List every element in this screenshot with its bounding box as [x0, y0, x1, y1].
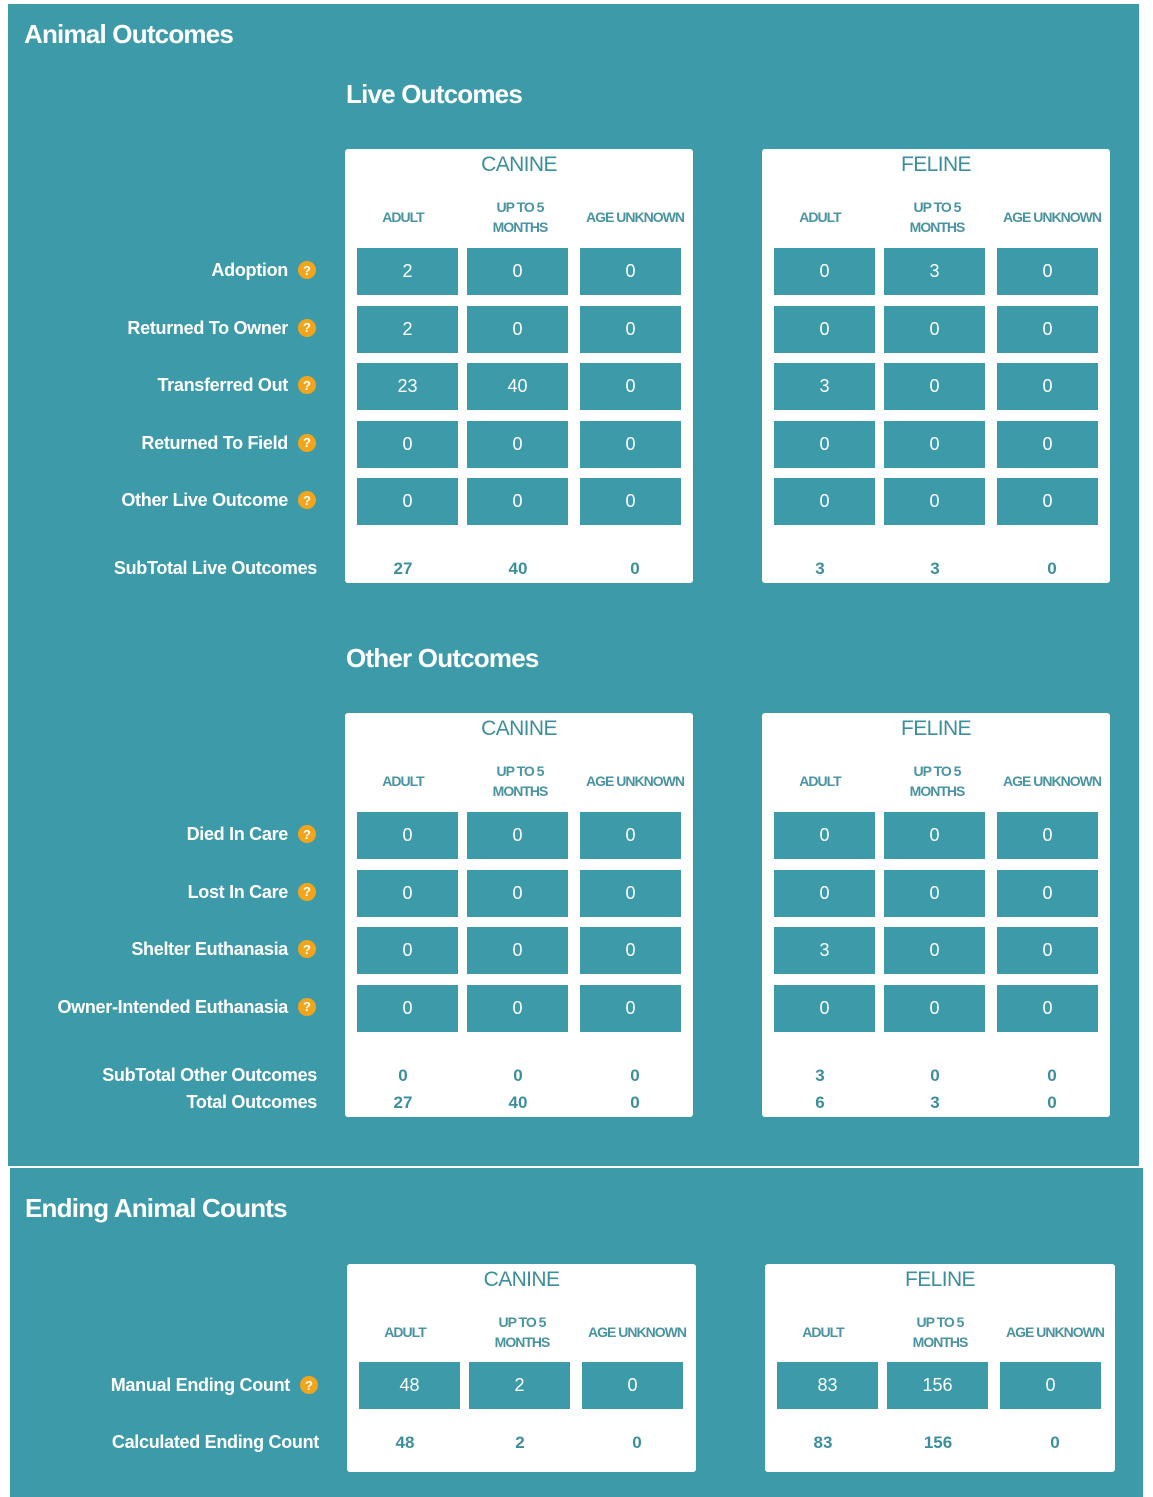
count-input[interactable]: 0	[884, 985, 985, 1032]
column-header-line: MONTHS	[912, 1334, 968, 1350]
count-input[interactable]: 3	[774, 363, 875, 410]
count-input[interactable]: 48	[359, 1362, 460, 1409]
count-input[interactable]: 0	[580, 812, 681, 859]
count-input[interactable]: 0	[357, 985, 458, 1032]
column-header-up-to-5-months	[477, 1312, 567, 1352]
column-header-up-to-5-months	[895, 1312, 985, 1352]
subtotal-value: 0	[398, 1066, 408, 1085]
feline-card	[765, 1264, 1115, 1472]
column-header-line: UP TO 5	[913, 199, 961, 215]
animal-outcomes-title: Animal Outcomes	[24, 19, 234, 49]
column-header-adult: ADULT	[802, 1324, 844, 1340]
count-input[interactable]: 0	[997, 870, 1098, 917]
count-input[interactable]: 2	[357, 248, 458, 295]
row-label-calculated-ending-count: Calculated Ending Count	[111, 1432, 319, 1452]
column-header-age-unknown: AGE UNKNOWN	[1006, 1324, 1104, 1340]
row-label-adoption: Adoption	[211, 260, 288, 280]
species-title: FELINE	[901, 153, 971, 176]
count-input[interactable]: 0	[884, 363, 985, 410]
calculated-value: 0	[1050, 1433, 1060, 1452]
subtotal-value: 0	[630, 1066, 640, 1085]
count-input[interactable]: 0	[997, 478, 1098, 525]
subtotal-value: 40	[508, 559, 528, 578]
count-input[interactable]: 0	[580, 870, 681, 917]
row-label-returned-to-field: Returned To Field	[141, 432, 288, 453]
row-label-transferred-out: Transferred Out	[157, 375, 288, 395]
help-icon[interactable]: ?	[298, 261, 316, 279]
help-icon[interactable]: ?	[298, 434, 316, 452]
count-input[interactable]: 0	[997, 363, 1098, 410]
count-input[interactable]: 0	[997, 985, 1098, 1032]
count-input[interactable]: 0	[884, 478, 985, 525]
species-title: FELINE	[901, 717, 971, 740]
row-label-returned-to-owner: Returned To Owner	[127, 317, 288, 338]
total-value: 40	[508, 1093, 528, 1112]
subtotal-value: 0	[1047, 1066, 1057, 1085]
feline-card	[762, 149, 1110, 583]
count-input[interactable]: 0	[357, 812, 458, 859]
help-icon[interactable]: ?	[300, 1376, 318, 1394]
subtotal-value: 0	[513, 1066, 523, 1085]
count-input[interactable]: 40	[467, 363, 568, 410]
count-input[interactable]: 0	[467, 248, 568, 295]
total-value: 3	[930, 1093, 940, 1112]
column-header-line: MONTHS	[492, 783, 548, 799]
canine-card	[347, 1264, 696, 1472]
subtotal-value: 0	[1047, 559, 1057, 578]
count-input[interactable]: 0	[580, 421, 681, 468]
count-input[interactable]: 2	[469, 1362, 570, 1409]
help-icon[interactable]: ?	[298, 376, 316, 394]
subtotal-value: 0	[930, 1066, 940, 1085]
column-header-line: MONTHS	[909, 219, 965, 235]
count-input[interactable]: 2	[357, 306, 458, 353]
row-label-lost-in-care: Lost In Care	[187, 881, 288, 902]
count-input[interactable]: 0	[580, 306, 681, 353]
help-icon[interactable]: ?	[298, 940, 316, 958]
total-value: 27	[393, 1093, 413, 1112]
ending-counts-title: Ending Animal Counts	[25, 1193, 287, 1223]
calculated-value: 2	[515, 1433, 525, 1452]
species-title: FELINE	[905, 1268, 975, 1291]
column-header-line: MONTHS	[494, 1334, 550, 1350]
count-input[interactable]: 0	[997, 306, 1098, 353]
count-input[interactable]: 0	[884, 870, 985, 917]
row-label-manual-ending-count: Manual Ending Count	[110, 1375, 290, 1395]
count-input[interactable]: 0	[774, 985, 875, 1032]
species-title: CANINE	[481, 153, 557, 176]
column-header-age-unknown: AGE UNKNOWN	[586, 209, 684, 225]
calculated-value: 48	[395, 1433, 415, 1452]
count-input[interactable]: 0	[1000, 1362, 1101, 1409]
count-input[interactable]: 0	[357, 927, 458, 974]
row-label-other-live-outcome: Other Live Outcome	[121, 490, 288, 510]
count-input[interactable]: 0	[467, 927, 568, 974]
count-input[interactable]: 0	[467, 985, 568, 1032]
calculated-value: 156	[923, 1433, 953, 1452]
help-icon[interactable]: ?	[298, 319, 316, 337]
count-input[interactable]: 0	[884, 306, 985, 353]
total-value: 6	[815, 1093, 825, 1112]
subtotal-value: 0	[630, 559, 640, 578]
count-input[interactable]: 0	[997, 927, 1098, 974]
feline-card	[762, 713, 1110, 1117]
column-header-line: UP TO 5	[496, 199, 544, 215]
subtotal-value: 3	[815, 1066, 825, 1085]
count-input[interactable]: 0	[884, 927, 985, 974]
calculated-value: 83	[813, 1433, 833, 1452]
count-input[interactable]: 0	[774, 870, 875, 917]
column-header-adult: ADULT	[799, 773, 841, 789]
column-header-line: UP TO 5	[916, 1314, 964, 1330]
count-input[interactable]: 0	[357, 421, 458, 468]
count-input[interactable]: 0	[580, 363, 681, 410]
count-input[interactable]: 0	[580, 248, 681, 295]
count-input[interactable]: 0	[467, 870, 568, 917]
count-input[interactable]: 0	[884, 421, 985, 468]
total-value: 0	[1047, 1093, 1057, 1112]
calculated-value: 0	[632, 1433, 642, 1452]
row-label-owner-intended-euthanasia: Owner-Intended Euthanasia	[57, 996, 288, 1017]
subtotal-value: 3	[930, 559, 940, 578]
row-label-total-outcomes: Total Outcomes	[186, 1092, 317, 1112]
count-input[interactable]: 3	[774, 927, 875, 974]
column-header-adult: ADULT	[382, 773, 424, 789]
column-header-up-to-5-months	[475, 197, 565, 237]
count-input[interactable]: 23	[357, 363, 458, 410]
count-input[interactable]: 0	[580, 927, 681, 974]
column-header-up-to-5-months	[892, 761, 982, 801]
column-header-adult: ADULT	[382, 209, 424, 225]
canine-card	[345, 713, 693, 1117]
count-input[interactable]: 0	[582, 1362, 683, 1409]
count-input[interactable]: 0	[580, 478, 681, 525]
other-outcomes-title: Other Outcomes	[346, 643, 539, 673]
column-header-line: MONTHS	[492, 219, 548, 235]
row-label-subtotal-other-outcomes: SubTotal Other Outcomes	[102, 1065, 317, 1085]
column-header-line: MONTHS	[909, 783, 965, 799]
species-title: CANINE	[481, 717, 557, 740]
column-header-adult: ADULT	[799, 209, 841, 225]
total-value: 0	[630, 1093, 640, 1112]
count-input[interactable]: 0	[467, 421, 568, 468]
help-icon[interactable]: ?	[298, 825, 316, 843]
help-icon[interactable]: ?	[298, 998, 316, 1016]
column-header-line: UP TO 5	[913, 763, 961, 779]
count-input[interactable]: 83	[777, 1362, 878, 1409]
help-icon[interactable]: ?	[298, 491, 316, 509]
count-input[interactable]: 156	[887, 1362, 988, 1409]
count-input[interactable]: 3	[884, 248, 985, 295]
count-input[interactable]: 0	[997, 248, 1098, 295]
column-header-line: UP TO 5	[496, 763, 544, 779]
count-input[interactable]: 0	[774, 478, 875, 525]
count-input[interactable]: 0	[774, 421, 875, 468]
count-input[interactable]: 0	[774, 306, 875, 353]
count-input[interactable]: 0	[884, 812, 985, 859]
subtotal-value: 3	[815, 559, 825, 578]
column-header-age-unknown: AGE UNKNOWN	[588, 1324, 686, 1340]
live-outcomes-title: Live Outcomes	[346, 79, 522, 109]
column-header-line: UP TO 5	[498, 1314, 546, 1330]
subtotal-value: 27	[393, 559, 413, 578]
row-label-died-in-care: Died In Care	[186, 824, 288, 844]
column-header-up-to-5-months	[475, 761, 565, 801]
column-header-adult: ADULT	[384, 1324, 426, 1340]
count-input[interactable]: 0	[774, 812, 875, 859]
count-input[interactable]: 0	[774, 248, 875, 295]
count-input[interactable]: 0	[467, 306, 568, 353]
count-input[interactable]: 0	[580, 985, 681, 1032]
canine-card	[345, 149, 693, 583]
count-input[interactable]: 0	[467, 812, 568, 859]
count-input[interactable]: 0	[997, 812, 1098, 859]
species-title: CANINE	[483, 1268, 560, 1291]
row-label-subtotal-live-outcomes: SubTotal Live Outcomes	[113, 558, 317, 578]
column-header-age-unknown: AGE UNKNOWN	[1003, 209, 1101, 225]
row-label-shelter-euthanasia: Shelter Euthanasia	[131, 939, 288, 959]
count-input[interactable]: 0	[357, 870, 458, 917]
column-header-age-unknown: AGE UNKNOWN	[586, 773, 684, 789]
count-input[interactable]: 0	[357, 478, 458, 525]
column-header-up-to-5-months	[892, 197, 982, 237]
count-input[interactable]: 0	[467, 478, 568, 525]
count-input[interactable]: 0	[997, 421, 1098, 468]
column-header-age-unknown: AGE UNKNOWN	[1003, 773, 1101, 789]
help-icon[interactable]: ?	[298, 883, 316, 901]
